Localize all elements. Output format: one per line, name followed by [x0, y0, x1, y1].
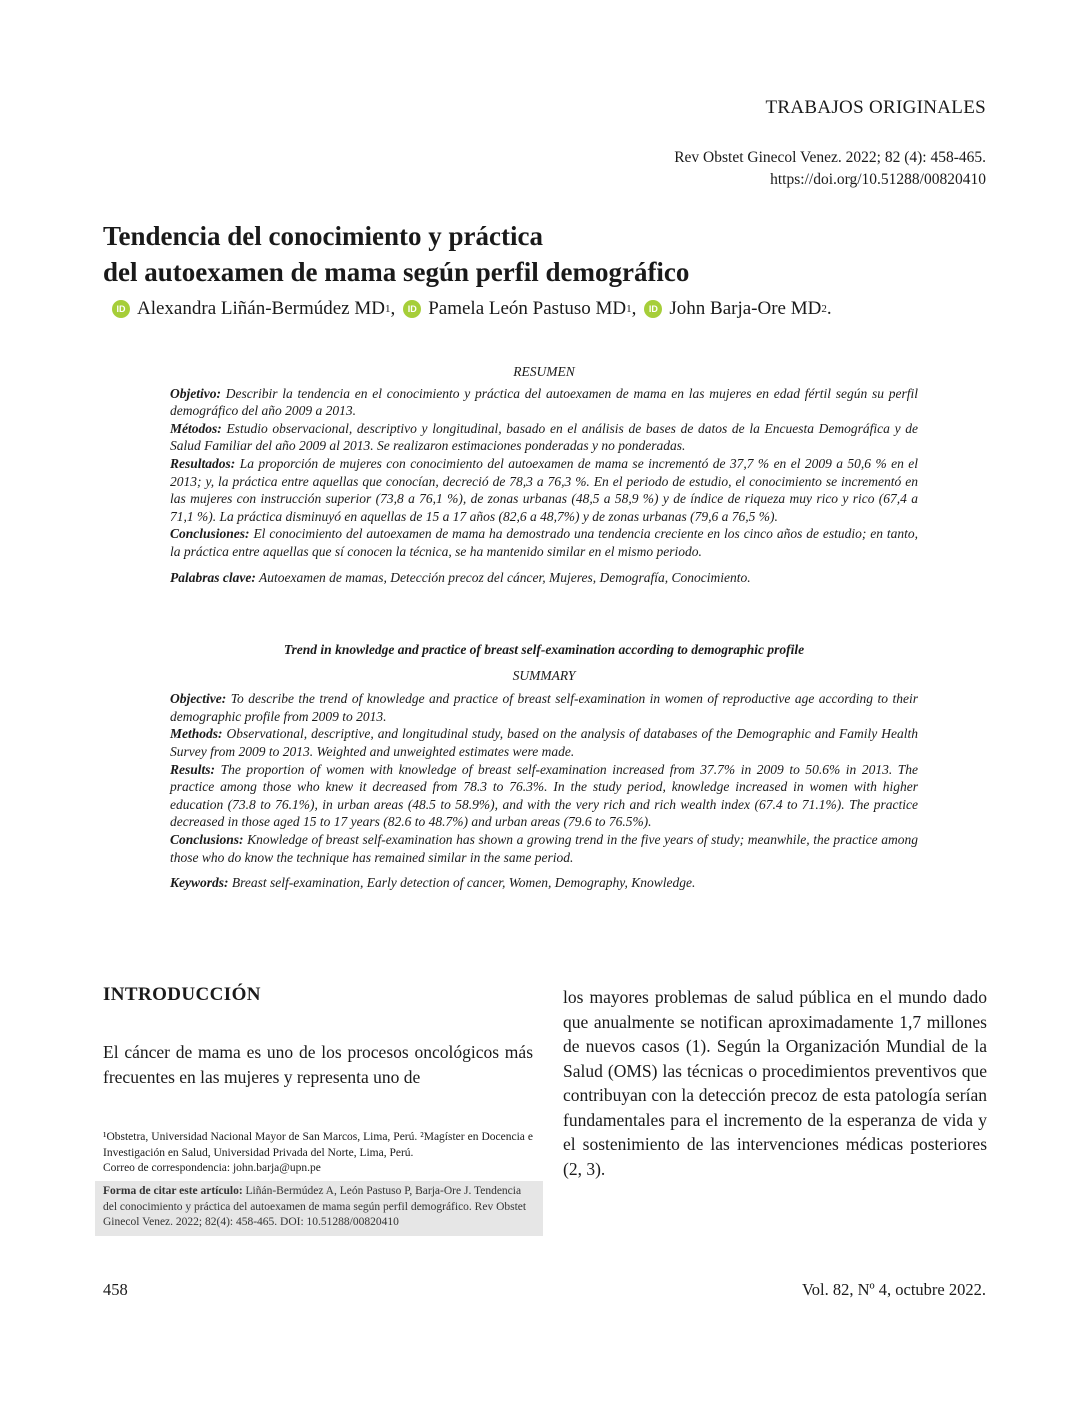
- resumen-block: [170, 363, 918, 586]
- label: Palabras clave:: [170, 569, 256, 585]
- author-list: [112, 298, 992, 320]
- summary-methods: [170, 725, 918, 760]
- summary-conclusions: [170, 831, 918, 866]
- text: Autoexamen de mamas, Detección precoz del cáncer, Mujeres, Demografía, Conocimiento.: [259, 569, 751, 585]
- text: To describe the trend of knowledge and practice of breast self-examination in women of reproductive age according to their demographic profile from 2009 to 2013.: [170, 691, 918, 724]
- author-name: John Barja-Ore MD: [669, 298, 822, 319]
- label: Resultados:: [170, 455, 236, 471]
- title-line-2: del autoexamen de mama según perfil demográfico: [103, 257, 690, 287]
- text: La proporción de mujeres con conocimiento del autoexamen de mama se incrementó de 37,7 % en el 2009 a 50,6 % en el 2013; y, la práctica entre aquellas que conocían, decreció de 78,3 a 76,3 %. En el periodo de estudio, el conocimiento se incrementó en las mujeres con instrucción superior (73,8 a 76,1 %), de zonas urbanas (48,5 a 58,9 %) y de índice de riqueza muy rico y rico (67,4 a 71,1 %). La práctica disminuyó en aquellas de 15 a 17 años (82,6 a 48,7%) y de zonas urbanas (79,6 a 76,5 %).: [170, 455, 919, 524]
- author-affiliation-mark: 1: [384, 303, 391, 315]
- section-label: TRABAJOS ORIGINALES: [765, 97, 986, 118]
- title-line-1: Tendencia del conocimiento y práctica: [103, 221, 543, 251]
- label: Objective:: [170, 691, 227, 707]
- intro-paragraph-left: El cáncer de mama es uno de los procesos oncológicos más frecuentes en las mujeres y representa uno de: [103, 1042, 533, 1087]
- resumen-palabras-clave: [170, 569, 918, 587]
- text: Observational, descriptive, and longitudinal study, based on the analysis of databases of the Demographic and Family Health Survey from 2009 to 2013. Weighted and unweighted estimates were made.: [170, 726, 918, 759]
- orcid-icon[interactable]: ID: [403, 300, 421, 318]
- summary-results: [170, 761, 918, 831]
- label: Methods:: [170, 726, 223, 742]
- orcid-icon[interactable]: ID: [644, 300, 662, 318]
- label: Results:: [170, 761, 216, 777]
- text: Knowledge of breast self-examination has shown a growing trend in the five years of study; meanwhile, the practice among those who do know the technique has remained similar in the same period.: [170, 831, 919, 865]
- summary-objective: [170, 690, 918, 725]
- resumen-resultados: [170, 455, 918, 525]
- text: Describir la tendencia en el conocimiento y práctica del autoexamen de mama en las mujeres en edad fértil según su perfil demográfico del año 2009 a 2013.: [170, 385, 919, 419]
- label: Objetivo:: [170, 385, 221, 401]
- author-affiliation-mark: 2: [821, 303, 827, 315]
- author-separator: ,: [390, 298, 396, 319]
- summary-block: [170, 641, 918, 892]
- resumen-heading: RESUMEN: [513, 364, 575, 379]
- text: The proportion of women with knowledge of breast self-examination increased from 37.7% in 2009 to 50.6% in 2013. The practice among those who knew it decreased from 78.3 to 76.3%. In the study period, knowledge increased in women with higher education (73.8 to 76.1%), in urban areas (48.5 to 58.9%), and with the very rich and rich wealth index (67.4 to 71.1%). The practice decreased in those aged 15 to 17 years (82.6 to 48.7%) and urban areas (79.6 to 76.5%).: [170, 761, 919, 830]
- how-to-cite-text: Liñán-Bermúdez A, León Pastuso P, Barja-Ore J. Tendencia del conocimiento y práctica del autoexamen de mama según perfil demográfico. Rev Obstet Ginecol Venez. 2022; 82(4): 458-465. DOI: 10.51288/00820410: [103, 1185, 527, 1228]
- label: Conclusions:: [170, 831, 244, 847]
- section-heading-introduccion: INTRODUCCIÓN: [103, 984, 261, 1005]
- volume-info: Vol. 82, Nº 4, octubre 2022.: [801, 1280, 986, 1299]
- correspondence: Correo de correspondencia: john.barja@upn.pe: [103, 1162, 321, 1174]
- page-number: 458: [103, 1280, 128, 1299]
- label: Métodos:: [170, 420, 222, 436]
- text: Estudio observacional, descriptivo y longitudinal, basado en el análisis de bases de datos de la Encuesta Demográfica y de Salud Familiar del año 2009 al 2013. Se realizaron estimaciones ponderadas y no ponderadas.: [170, 420, 919, 454]
- english-title: Trend in knowledge and practice of breast self-examination according to demographic profile: [283, 642, 805, 657]
- article-title: [103, 218, 983, 290]
- author-separator: .: [826, 298, 832, 319]
- resumen-conclusiones: [170, 525, 918, 560]
- how-to-cite-label: Forma de citar este artículo:: [103, 1185, 243, 1197]
- journal-citation: [674, 147, 986, 191]
- author-separator: ,: [631, 298, 637, 319]
- author-name: Alexandra Liñán-Bermúdez MD: [137, 298, 385, 319]
- author-affiliation-mark: 1: [626, 303, 632, 315]
- label: Conclusiones:: [170, 526, 250, 542]
- affiliations-footnote: [103, 1130, 533, 1177]
- affiliations: ¹Obstetra, Universidad Nacional Mayor de San Marcos, Lima, Perú. ²Magíster en Docencia e Investigación en Salud, Universidad Privada del Norte, Lima, Perú.: [103, 1131, 533, 1159]
- journal-reference: Rev Obstet Ginecol Venez. 2022; 82 (4): 458-465.: [674, 149, 986, 166]
- text: El conocimiento del autoexamen de mama ha demostrado una tendencia creciente en los cinco años de estudio; en tanto, la práctica entre aquellas que sí conocen la técnica, se ha mantenido similar en el mismo periodo.: [170, 526, 919, 559]
- resumen-metodos: [170, 420, 918, 455]
- label: Keywords:: [170, 875, 229, 891]
- orcid-icon[interactable]: ID: [112, 300, 130, 318]
- summary-keywords: [170, 874, 918, 892]
- resumen-objetivo: [170, 385, 918, 420]
- text: Breast self-examination, Early detection of cancer, Women, Demography, Knowledge.: [231, 875, 696, 891]
- doi-link[interactable]: https://doi.org/10.51288/00820410: [770, 171, 986, 188]
- how-to-cite-box: [95, 1181, 543, 1236]
- intro-paragraph-right: los mayores problemas de salud pública en el mundo dado que anualmente se notifican aproximadamente 1,7 millones de nuevos casos (1). Según la Organización Mundial de la Salud (OMS) las técnicas o procedimientos preventivos que contribuyan con la detección precoz de esta patología serían fundamentales para el incremento de la esperanza de vida y el sostenimiento de las intervenciones médicas posteriores (2, 3).: [563, 987, 987, 1179]
- summary-heading: SUMMARY: [512, 667, 576, 683]
- author-name: Pamela León Pastuso MD: [428, 298, 627, 319]
